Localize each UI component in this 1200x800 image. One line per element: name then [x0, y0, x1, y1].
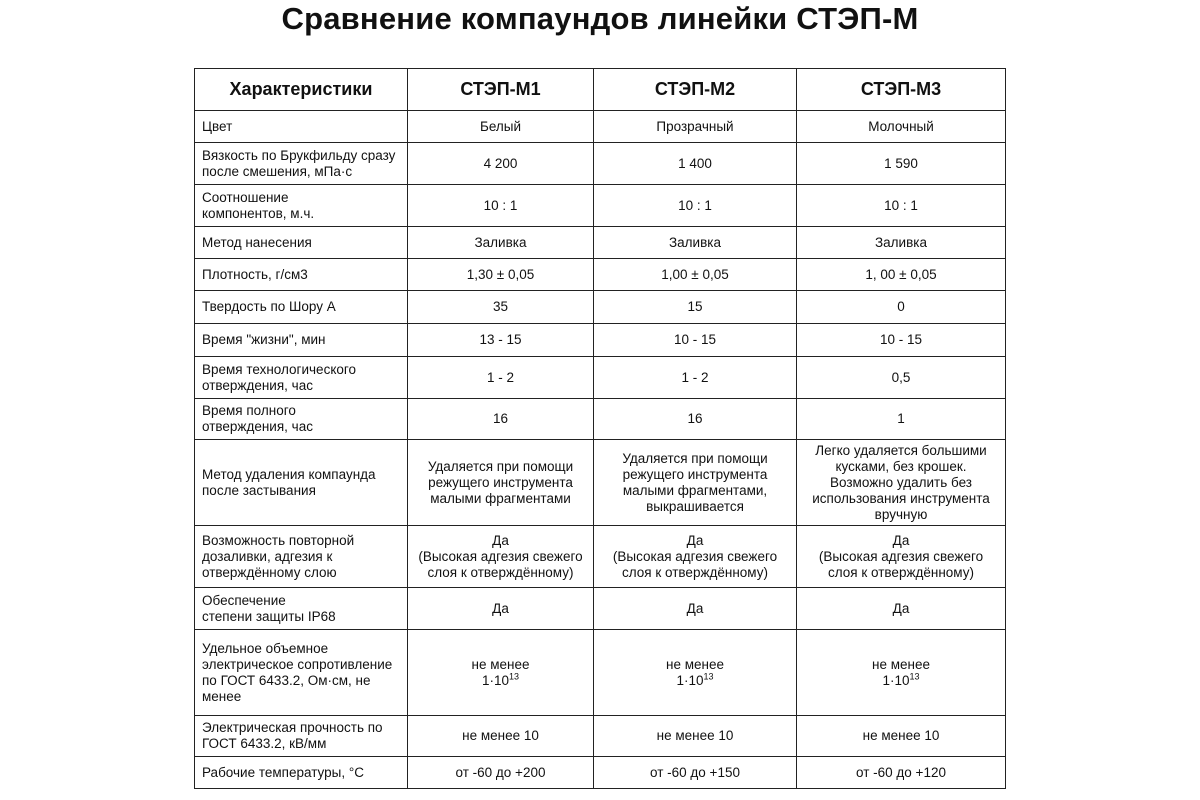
cell-line — [600, 499, 790, 515]
table-row — [195, 324, 1006, 357]
cell-text: Обеспечение — [202, 592, 286, 608]
cell-line — [202, 299, 401, 315]
cell-line — [202, 565, 401, 581]
cell-line — [202, 148, 401, 164]
row-label — [195, 111, 408, 143]
cell-m3 — [797, 227, 1006, 259]
cell-m1 — [408, 757, 594, 789]
cell-line — [600, 198, 790, 214]
cell-line — [202, 235, 401, 251]
cell-m1 — [408, 588, 594, 630]
cell-line — [600, 483, 790, 499]
cell-line — [803, 491, 999, 507]
cell-line — [600, 119, 790, 135]
cell-text: Возможно удалить без — [830, 474, 972, 490]
cell-line — [803, 549, 999, 565]
cell-line — [414, 370, 587, 386]
cell-line — [600, 156, 790, 172]
cell-m2 — [594, 185, 797, 227]
cell-text: 1,30 ± 0,05 — [466, 266, 535, 282]
cell-text: 10 : 1 — [483, 197, 518, 213]
cell-text: не менее — [872, 656, 930, 672]
cell-line — [202, 689, 401, 705]
cell-line — [414, 475, 587, 491]
cell-text: степени защиты IP68 — [202, 608, 336, 624]
cell-text: не менее — [666, 656, 724, 672]
cell-text: отверждённому слою — [202, 564, 337, 580]
cell-text: Легко удаляется большими — [815, 442, 987, 458]
cell-line — [202, 403, 401, 419]
cell-line — [600, 657, 790, 673]
cell-line — [600, 267, 790, 283]
cell-line — [803, 475, 999, 491]
cell-text: дозаливки, адгезия к — [202, 548, 333, 564]
cell-m1 — [408, 291, 594, 324]
cell-text: использования инструмента — [812, 490, 990, 506]
comparison-table — [194, 68, 1006, 789]
cell-m2 — [594, 440, 797, 526]
cell-line — [414, 267, 587, 283]
cell-line — [414, 657, 587, 673]
cell-text: Время технологического — [202, 361, 357, 377]
cell-line — [600, 673, 790, 689]
cell-text: Да — [686, 600, 704, 616]
row-label — [195, 357, 408, 399]
cell-text: Да — [492, 532, 509, 548]
cell-line — [600, 332, 790, 348]
cell-line — [414, 299, 587, 315]
cell-line — [600, 235, 790, 251]
row-label — [195, 630, 408, 716]
cell-text: Удаляется при помощи — [622, 450, 768, 466]
cell-m1 — [408, 357, 594, 399]
cell-text: компонентов, м.ч. — [202, 205, 315, 221]
cell-text: Заливка — [669, 234, 721, 250]
cell-text: Твердость по Шору А — [202, 299, 336, 314]
cell-text: 4 200 — [483, 155, 518, 171]
cell-text: Заливка — [474, 234, 527, 250]
cell-line — [803, 533, 999, 549]
cell-line — [803, 728, 999, 744]
table-row — [195, 716, 1006, 757]
cell-m2 — [594, 757, 797, 789]
cell-text: слоя к отверждённому) — [427, 564, 574, 580]
cell-text: вручную — [874, 506, 928, 522]
cell-text: Удельное объемное — [202, 640, 329, 656]
cell-line — [414, 198, 587, 214]
cell-line — [803, 565, 999, 581]
cell-text: отверждения, час — [202, 377, 313, 393]
cell-text: Вязкость по Брукфильду сразу — [202, 147, 396, 163]
exponent: 13 — [509, 671, 520, 681]
cell-text: 0 — [897, 299, 905, 314]
cell-m3 — [797, 630, 1006, 716]
cell-text: 16 — [492, 411, 509, 426]
table-body — [195, 111, 1006, 789]
cell-line — [803, 673, 999, 689]
cell-text: Да — [686, 532, 704, 548]
cell-line — [414, 601, 587, 617]
cell-line — [202, 483, 401, 499]
table-row — [195, 526, 1006, 588]
cell-m2 — [594, 526, 797, 588]
table-row — [195, 259, 1006, 291]
cell-m1 — [408, 185, 594, 227]
cell-line — [202, 164, 401, 180]
cell-m2 — [594, 259, 797, 291]
cell-m3 — [797, 588, 1006, 630]
cell-line — [414, 728, 587, 744]
cell-line — [202, 206, 401, 222]
cell-text: Метод удаления компаунда — [202, 466, 376, 482]
cell-text: Электрическая прочность по — [202, 720, 383, 735]
cell-text: (Высокая адгезия свежего — [418, 548, 583, 564]
cell-text: не менее 10 — [462, 728, 539, 743]
cell-text: 10 - 15 — [673, 332, 717, 347]
cell-text: от -60 до +120 — [856, 764, 946, 780]
cell-text: слоя к отверждённому) — [828, 564, 974, 580]
cell-line — [803, 156, 999, 172]
row-label — [195, 588, 408, 630]
cell-line — [202, 267, 401, 283]
cell-text: 10 : 1 — [678, 197, 712, 213]
cell-text: Время полного — [202, 403, 296, 418]
cell-text: Да — [892, 532, 910, 548]
cell-line — [803, 332, 999, 348]
cell-m3 — [797, 357, 1006, 399]
cell-m2 — [594, 588, 797, 630]
cell-text: Время "жизни", мин — [202, 332, 326, 347]
cell-line — [803, 119, 999, 135]
cell-text: кусками, без крошек. — [835, 458, 967, 474]
cell-line — [414, 235, 587, 251]
table-row — [195, 757, 1006, 789]
cell-text: Да — [892, 600, 910, 616]
cell-text: 1 400 — [678, 155, 712, 171]
cell-text: режущего инструмента — [428, 474, 573, 490]
cell-text: Молочный — [868, 118, 934, 134]
cell-m1 — [408, 227, 594, 259]
cell-text: 1 - 2 — [681, 369, 709, 385]
cell-m2 — [594, 630, 797, 716]
row-label — [195, 185, 408, 227]
cell-line — [803, 459, 999, 475]
page-title: Сравнение компаундов линейки СТЭП-М — [281, 1, 919, 36]
cell-m3 — [797, 111, 1006, 143]
cell-m1 — [408, 630, 594, 716]
cell-line — [414, 673, 587, 689]
cell-line — [414, 533, 587, 549]
cell-line — [202, 609, 401, 625]
cell-line — [600, 467, 790, 483]
cell-text: 1 - 2 — [486, 369, 514, 385]
cell-m3 — [797, 324, 1006, 357]
cell-text: по ГОСТ 6433.2, Ом·см, не — [202, 672, 371, 688]
cell-m1 — [408, 111, 594, 143]
cell-text: отверждения, час — [202, 419, 313, 434]
cell-text: после смешения, мПа·с — [202, 163, 353, 179]
row-label — [195, 716, 408, 757]
cell-line — [600, 411, 790, 427]
cell-text: Плотность, г/см3 — [202, 266, 308, 282]
cell-m3 — [797, 185, 1006, 227]
row-label — [195, 291, 408, 324]
cell-text: Заливка — [875, 234, 927, 250]
table-row — [195, 357, 1006, 399]
cell-m1 — [408, 324, 594, 357]
header-characteristics: Характеристики — [195, 69, 408, 111]
cell-m1 — [408, 259, 594, 291]
cell-text: электрическое сопротивление — [202, 656, 393, 672]
cell-m3 — [797, 399, 1006, 440]
cell-line — [600, 601, 790, 617]
row-label — [195, 227, 408, 259]
cell-line — [803, 299, 999, 315]
cell-line — [202, 673, 401, 689]
cell-text: ГОСТ 6433.2, кВ/мм — [202, 736, 327, 751]
cell-line — [600, 565, 790, 581]
cell-m1 — [408, 143, 594, 185]
row-label — [195, 399, 408, 440]
cell-line — [803, 765, 999, 781]
row-label — [195, 440, 408, 526]
row-label — [195, 526, 408, 588]
cell-text: Удаляется при помощи — [427, 458, 574, 474]
cell-line — [202, 593, 401, 609]
cell-line — [803, 267, 999, 283]
cell-line — [803, 411, 999, 427]
table-row — [195, 111, 1006, 143]
header-step-m1: СТЭП-М1 — [408, 69, 594, 111]
table-row — [195, 185, 1006, 227]
cell-m2 — [594, 143, 797, 185]
cell-m2 — [594, 716, 797, 757]
cell-text: 10 - 15 — [879, 332, 923, 347]
cell-m2 — [594, 227, 797, 259]
cell-text: 35 — [492, 299, 509, 314]
cell-line — [414, 156, 587, 172]
cell-line — [202, 119, 401, 135]
cell-text: 15 — [687, 299, 703, 314]
cell-line — [202, 332, 401, 348]
cell-text: Возможность повторной — [202, 532, 355, 548]
cell-line — [202, 419, 401, 435]
cell-line — [202, 190, 401, 206]
cell-m3 — [797, 259, 1006, 291]
cell-line — [600, 728, 790, 744]
cell-text: менее — [202, 688, 242, 704]
cell-line — [202, 657, 401, 673]
cell-text: 16 — [687, 411, 703, 426]
cell-text: 1·10 — [481, 672, 509, 688]
cell-m1 — [408, 716, 594, 757]
cell-text: Соотношение — [202, 189, 289, 205]
cell-m2 — [594, 399, 797, 440]
cell-text: не менее — [471, 656, 530, 672]
cell-line — [803, 370, 999, 386]
cell-m2 — [594, 357, 797, 399]
cell-text: выкрашивается — [646, 498, 744, 514]
cell-text: (Высокая адгезия свежего — [818, 548, 984, 564]
cell-line — [414, 332, 587, 348]
cell-m2 — [594, 324, 797, 357]
cell-text: малыми фрагментами — [430, 490, 571, 506]
cell-m3 — [797, 291, 1006, 324]
cell-line — [600, 299, 790, 315]
cell-text: Рабочие температуры, °С — [202, 764, 364, 780]
cell-text: после застывания — [202, 482, 316, 498]
cell-line — [414, 459, 587, 475]
cell-m1 — [408, 526, 594, 588]
cell-line — [202, 765, 401, 781]
cell-text: Цвет — [202, 118, 233, 134]
header-step-m3: СТЭП-М3 — [797, 69, 1006, 111]
row-label — [195, 143, 408, 185]
cell-line — [202, 549, 401, 565]
header-row — [195, 69, 1006, 111]
cell-line — [202, 378, 401, 394]
cell-m3 — [797, 526, 1006, 588]
cell-m3 — [797, 143, 1006, 185]
cell-line — [202, 720, 401, 736]
table-row — [195, 630, 1006, 716]
cell-line — [803, 657, 999, 673]
table-row — [195, 588, 1006, 630]
cell-text: от -60 до +150 — [650, 764, 740, 780]
table-row — [195, 291, 1006, 324]
cell-line — [803, 601, 999, 617]
cell-line — [803, 235, 999, 251]
cell-line — [600, 765, 790, 781]
cell-text: 1·10 — [882, 672, 910, 688]
cell-text: режущего инструмента — [622, 466, 768, 482]
cell-line — [202, 362, 401, 378]
cell-text: 13 - 15 — [479, 332, 522, 347]
cell-m3 — [797, 716, 1006, 757]
cell-text: малыми фрагментами, — [622, 482, 768, 498]
cell-line — [202, 641, 401, 657]
cell-line — [600, 533, 790, 549]
cell-text: 1,00 ± 0,05 — [661, 266, 729, 282]
cell-line — [414, 411, 587, 427]
cell-text: от -60 до +200 — [455, 764, 546, 780]
cell-m2 — [594, 291, 797, 324]
cell-text: 1·10 — [676, 672, 704, 688]
cell-m1 — [408, 399, 594, 440]
cell-text: Да — [492, 600, 509, 616]
header-step-m2: СТЭП-М2 — [594, 69, 797, 111]
cell-line — [803, 198, 999, 214]
cell-line — [803, 507, 999, 523]
table-row — [195, 399, 1006, 440]
cell-line — [414, 119, 587, 135]
cell-text: Метод нанесения — [202, 234, 312, 250]
cell-text: Белый — [479, 118, 522, 134]
table-row — [195, 227, 1006, 259]
cell-text: 10 : 1 — [884, 197, 918, 213]
cell-line — [414, 765, 587, 781]
cell-text: не менее 10 — [656, 728, 734, 743]
cell-line — [803, 443, 999, 459]
cell-m3 — [797, 440, 1006, 526]
cell-text: (Высокая адгезия свежего — [612, 548, 778, 564]
cell-m1 — [408, 440, 594, 526]
cell-line — [600, 370, 790, 386]
cell-text: 0,5 — [891, 369, 911, 385]
cell-text: 1 — [897, 411, 905, 426]
exponent: 13 — [909, 671, 920, 681]
cell-line — [202, 467, 401, 483]
cell-line — [414, 549, 587, 565]
table-row — [195, 440, 1006, 526]
cell-text: не менее 10 — [862, 728, 940, 743]
cell-line — [202, 736, 401, 752]
cell-line — [202, 533, 401, 549]
cell-text: слоя к отверждённому) — [622, 564, 768, 580]
cell-line — [414, 565, 587, 581]
cell-text: 1, 00 ± 0,05 — [865, 266, 937, 282]
cell-text: 1 590 — [884, 155, 918, 171]
exponent: 13 — [703, 671, 714, 681]
cell-m3 — [797, 757, 1006, 789]
table-row — [195, 143, 1006, 185]
cell-line — [600, 451, 790, 467]
cell-line — [600, 549, 790, 565]
cell-line — [414, 491, 587, 507]
cell-m2 — [594, 111, 797, 143]
row-label — [195, 757, 408, 789]
row-label — [195, 324, 408, 357]
cell-text: Прозрачный — [656, 118, 734, 134]
row-label — [195, 259, 408, 291]
